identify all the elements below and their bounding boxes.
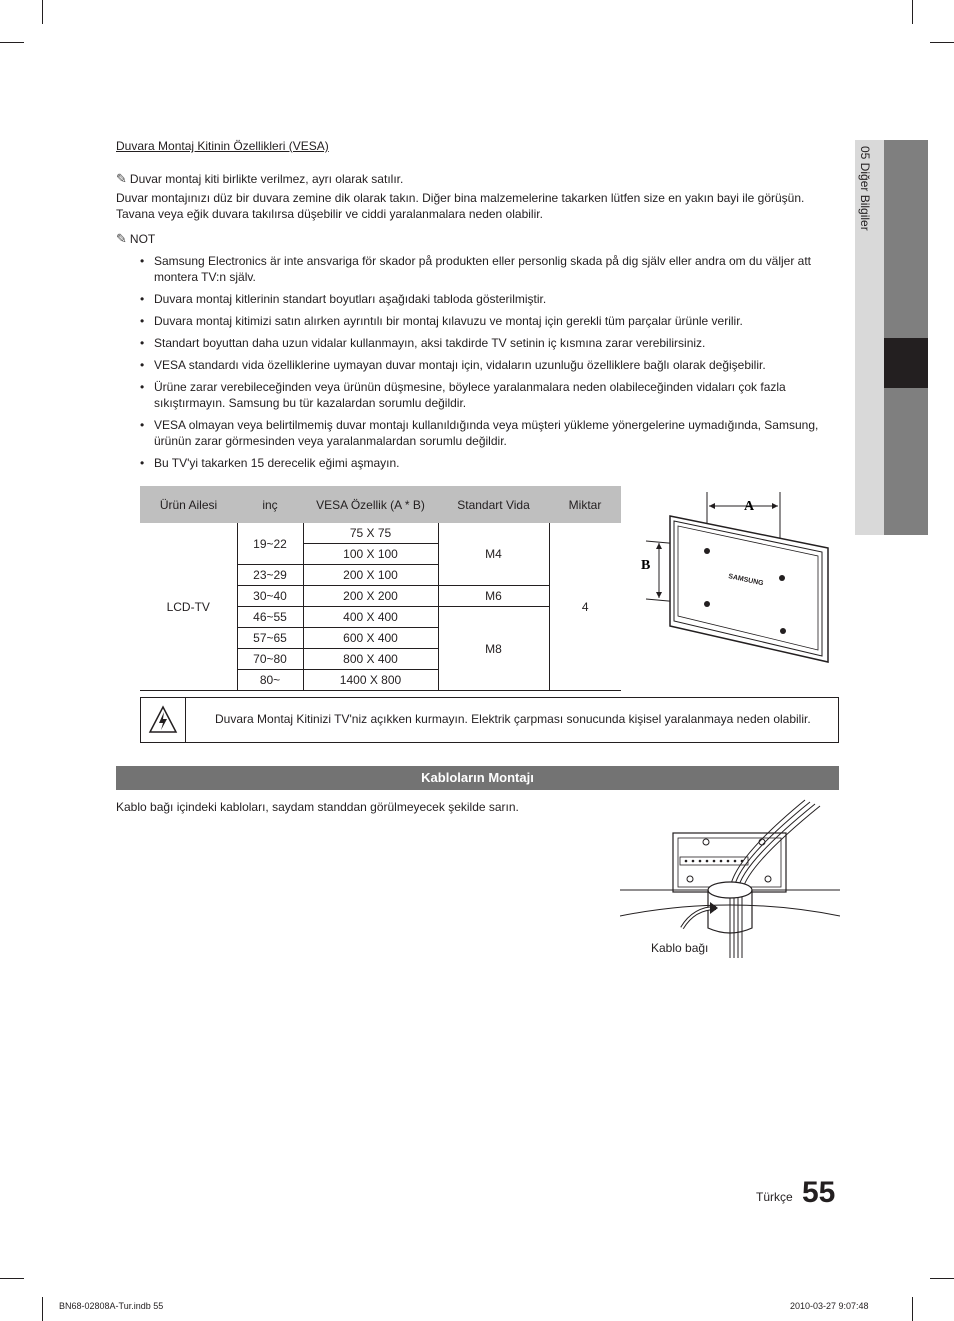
warning-box	[140, 697, 839, 743]
section-heading-vesa: Duvara Montaj Kitinin Özellikleri (VESA)	[116, 139, 329, 153]
print-timestamp: 2010-03-27 9:07:48	[790, 1301, 869, 1311]
crop-mark	[912, 1297, 913, 1321]
section-heading-cables: Kabloların Montajı	[116, 766, 839, 790]
table-header: Standart Vida	[438, 486, 549, 523]
table-cell: 400 X 400	[303, 607, 438, 628]
list-item: • Duvara montaj kitlerinin standart boyutları aşağıdaki tabloda gösterilmiştir.	[138, 291, 828, 307]
table-cell: 100 X 100	[303, 544, 438, 565]
list-item: • Samsung Electronics är inte ansvariga för skador på produkten eller personlig skada på dig själv eller andra om du väljer att montera TV:n själv.	[138, 253, 828, 285]
cables-paragraph: Kablo bağı içindeki kabloları, saydam standdan görülmeyecek şekilde sarın.	[116, 800, 519, 814]
chapter-marker	[884, 338, 928, 388]
note-line	[116, 171, 403, 187]
language-label: Türkçe	[756, 1190, 793, 1204]
pencil-icon: ✎	[116, 171, 127, 186]
table-cell: 80~	[237, 670, 303, 691]
table-header: VESA Özellik (A * B)	[303, 486, 438, 523]
crop-mark	[42, 0, 43, 24]
file-info: BN68-02808A-Tur.indb 55	[59, 1301, 164, 1311]
list-item: • Bu TV'yi takarken 15 derecelik eğimi aşmayın.	[138, 455, 828, 471]
cable-tie-callout: Kablo bağı	[651, 941, 709, 955]
table-cell: 46~55	[237, 607, 303, 628]
not-label: NOT	[129, 232, 156, 246]
label-a: A	[744, 499, 755, 514]
warning-icon-cell	[141, 698, 186, 742]
table-cell: 23~29	[237, 565, 303, 586]
table-cell: M4	[438, 523, 549, 586]
table-cell: 30~40	[237, 586, 303, 607]
table-row	[140, 523, 621, 544]
list-item: • VESA olmayan veya belirtilmemiş duvar montajı kullanıldığında veya müşteri yükleme yönergelerine uymadığında, Samsung, ürünün zarar görmesinden veya yaralanmalardan sorumlu değildir.	[138, 417, 828, 449]
table-cell: M8	[438, 607, 549, 691]
tv-back-diagram	[632, 488, 832, 668]
table-cell: 75 X 75	[303, 523, 438, 544]
list-item: • Standart boyuttan daha uzun vidalar kullanmayın, aksi takdirde TV setinin iç kısmına zarar verebilirsiniz.	[138, 335, 828, 351]
crop-mark	[0, 42, 24, 43]
crop-mark	[0, 1278, 24, 1279]
label-b: B	[641, 558, 651, 573]
table-header: Ürün Ailesi	[140, 486, 237, 523]
crop-mark	[42, 1297, 43, 1321]
table-cell: 800 X 400	[303, 649, 438, 670]
mounting-paragraph: Duvar montajınızı düz bir duvara zemine dik olarak takın. Diğer bina malzemelerine takarken lütfen size en yakın bayi ile görüşün. Tavana veya eğik duvara takılırsa düşebilir ve ciddi yaralanmalara neden olabilir.	[116, 191, 805, 221]
table-cell: 57~65	[237, 628, 303, 649]
table-cell: 4	[549, 523, 621, 691]
list-item: • Duvara montaj kitimizi satın alırken ayrıntılı bir montaj kılavuzu ve montaj için gerekli tüm parçalar ürünle verilir.	[138, 313, 828, 329]
table-cell: M6	[438, 586, 549, 607]
table-cell: 70~80	[237, 649, 303, 670]
chapter-label: 05 Diğer Bilgiler	[858, 146, 872, 231]
table-cell: 600 X 400	[303, 628, 438, 649]
note-text: Duvar montaj kiti birlikte verilmez, ayrı olarak satılır.	[129, 172, 404, 186]
not-line	[116, 231, 155, 247]
table-cell: LCD-TV	[140, 523, 237, 691]
brand-label: SAMSUNG	[727, 573, 765, 588]
table-cell: 19~22	[237, 523, 303, 565]
table-cell: 200 X 200	[303, 586, 438, 607]
crop-mark	[912, 0, 913, 24]
list-item: • Ürüne zarar verebileceğinden veya ürünün düşmesine, böylece yaralanmalara neden olabileceğinden vidaları çok fazla sıkıştırmayın. Samsung bu tür kazalardan sorumlu değildir.	[138, 379, 828, 411]
crop-mark	[930, 1278, 954, 1279]
table-header: Miktar	[549, 486, 621, 523]
crop-mark	[930, 42, 954, 43]
vesa-spec-table	[140, 486, 621, 691]
table-header-row	[140, 486, 621, 523]
cable-tie-diagram	[620, 798, 840, 963]
pencil-icon: ✎	[116, 231, 127, 246]
page-number: 55	[802, 1176, 836, 1209]
table-header: inç	[237, 486, 303, 523]
note-bullet-list	[138, 253, 828, 477]
warning-text: Duvara Montaj Kitinizi TV'niz açıkken kurmayın. Elektrik çarpması sonucunda kişisel yaralanmaya neden olabilir.	[215, 712, 811, 726]
list-item: • VESA standardı vida özelliklerine uymayan duvar montajı için, vidaların uzunluğu özelliklere bağlı olarak değişebilir.	[138, 357, 828, 373]
table-cell: 1400 X 800	[303, 670, 438, 691]
table-cell: 200 X 100	[303, 565, 438, 586]
electric-shock-warning-icon	[141, 698, 185, 742]
